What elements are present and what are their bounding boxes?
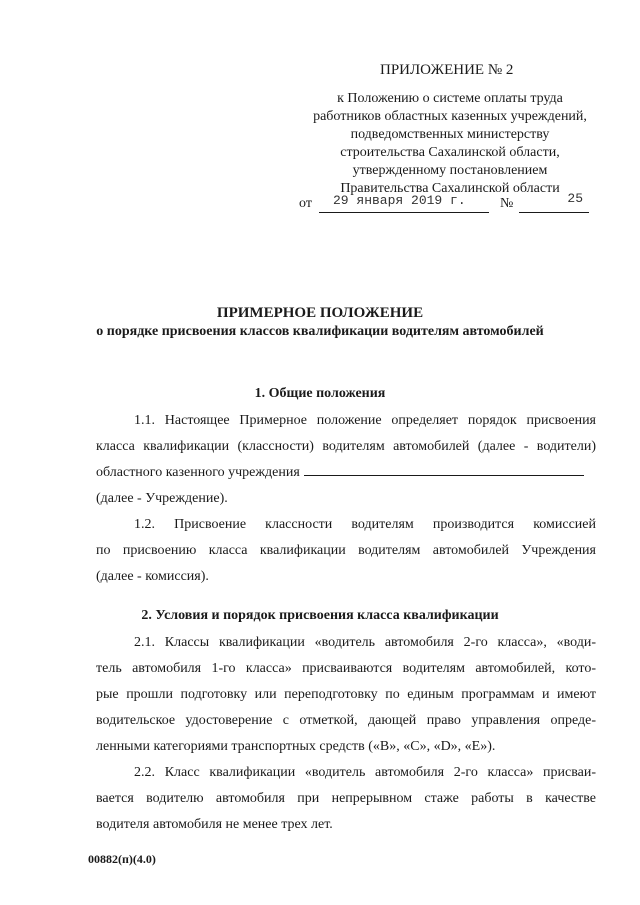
text-line: областного казенного учреждения — [96, 465, 300, 480]
decree-date: 29 января 2019 г. — [333, 193, 466, 208]
text-line: 1.2. Присвоение классности водителям производится комиссией — [134, 517, 596, 532]
appendix-line: работников областных казенных учреждений, — [313, 109, 587, 124]
document-code: 00882(п)(4.0) — [88, 852, 156, 866]
appendix-line: Правительства Сахалинской области — [340, 181, 560, 196]
decree-date-field — [319, 194, 489, 213]
decree-date-number — [299, 191, 599, 216]
from-label: от — [299, 196, 312, 211]
text-line-with-blank — [96, 460, 596, 486]
text-line: по присвоению класса квалификации водителям автомобилей Учреждения — [96, 543, 596, 558]
text-line: класса квалификации (классности) водителям автомобилей (далее - водители) — [96, 439, 596, 454]
section-heading: 2. Условия и порядок присвоения класса квалификации — [141, 608, 499, 623]
appendix-reference — [290, 90, 610, 198]
appendix-line: утвержденному постановлением — [352, 163, 548, 178]
document-title: ПРИМЕРНОЕ ПОЛОЖЕНИЕ — [216, 305, 424, 321]
appendix-title: ПРИЛОЖЕНИЕ № 2 — [380, 62, 514, 78]
number-label: № — [500, 196, 514, 211]
blank-field — [304, 461, 584, 476]
paragraph-2-2 — [96, 760, 596, 838]
text-line: ленными категориями транспортных средств («B», «C», «D», «E»). — [96, 739, 496, 754]
text-line: (далее - комиссия). — [96, 569, 209, 584]
text-line: водителя автомобиля не менее трех лет. — [96, 817, 333, 832]
text-line: тель автомобиля 1-го класса» присваиваются водителям автомобилей, кото- — [96, 661, 596, 676]
appendix-line: подведомственных министерству — [350, 127, 550, 142]
appendix-line: к Положению о системе оплаты труда — [337, 91, 563, 106]
paragraph-1-2 — [96, 512, 596, 590]
text-line: 2.2. Класс квалификации «водитель автомобиля 2-го класса» присваи- — [134, 765, 596, 780]
text-line: 2.1. Классы квалификации «водитель автомобиля 2-го класса», «води- — [134, 635, 596, 650]
text-line: вается водителю автомобиля при непрерывном стаже работы в качестве — [96, 791, 596, 806]
appendix-line: строительства Сахалинской области, — [340, 145, 560, 160]
text-line: рые прошли подготовку или переподготовку по единым программам и имеют — [96, 687, 596, 702]
text-line: (далее - Учреждение). — [96, 491, 228, 506]
text-line: 1.1. Настоящее Примерное положение определяет порядок присвоения — [134, 413, 596, 428]
decree-number-field — [519, 191, 589, 213]
paragraph-1-1 — [96, 408, 596, 512]
text-line: водительское удостоверение с отметкой, дающей право управления опреде- — [96, 713, 596, 728]
paragraph-2-1 — [96, 630, 596, 760]
decree-number: 25 — [567, 191, 583, 206]
section-heading: 1. Общие положения — [254, 386, 386, 401]
document-subtitle: о порядке присвоения классов квалификации водителям автомобилей — [96, 324, 544, 339]
